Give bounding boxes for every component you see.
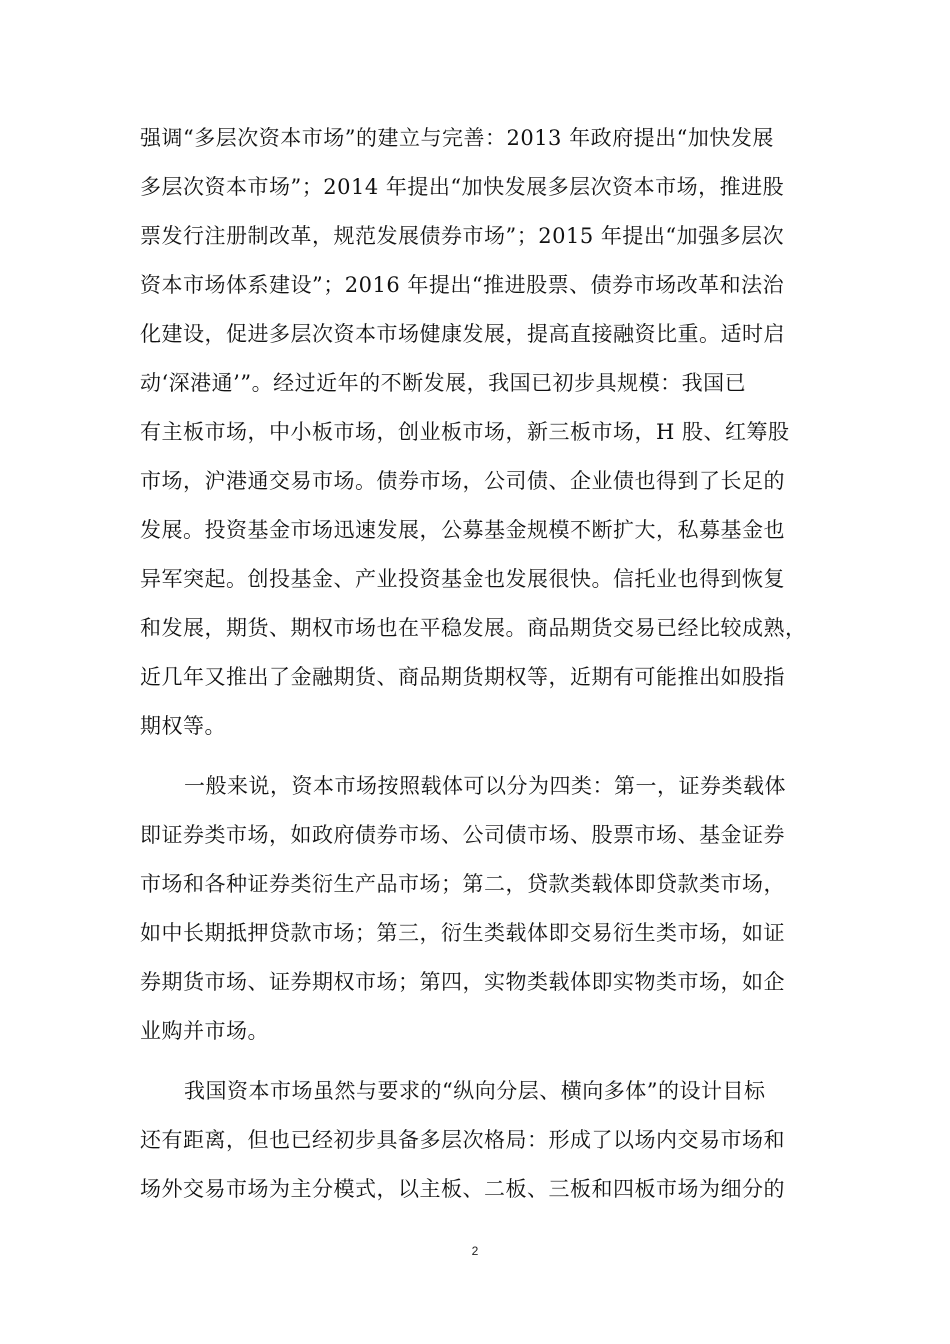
text-line: 和发展，期货、期权市场也在平稳发展。商品期货交易已经比较成熟， [140,616,807,640]
text-line: 一般来说，资本市场按照载体可以分为四类：第一，证券类载体 [184,774,786,798]
text-line: 多层次资本市场”；2014 年提出“加快发展多层次资本市场，推进股 [140,175,785,199]
text-line: 还有距离，但也已经初步具备多层次格局：形成了以场内交易市场和 [140,1128,785,1152]
text-line: 强调“多层次资本市场”的建立与完善：2013 年政府提出“加快发展 [140,126,774,150]
text-line: 近几年又推出了金融期货、商品期货期权等，近期有可能推出如股指 [140,665,785,689]
text-line: 异军突起。创投基金、产业投资基金也发展很快。信托业也得到恢复 [140,567,785,591]
text-line: 市场，沪港通交易市场。债券市场，公司债、企业债也得到了长足的 [140,469,785,493]
text-line: 券期货市场、证券期权市场；第四，实物类载体即实物类市场，如企 [140,970,785,994]
page-number: 2 [471,1244,479,1258]
text-line: 市场和各种证券类衍生产品市场；第二，贷款类载体即贷款类市场， [140,872,785,896]
text-line: 期权等。 [140,714,226,738]
text-line: 资本市场体系建设”；2016 年提出“推进股票、债券市场改革和法治 [140,273,785,297]
text-line: 有主板市场，中小板市场，创业板市场，新三板市场，H 股、红筹股 [140,420,790,444]
text-line: 场外交易市场为主分模式，以主板、二板、三板和四板市场为细分的 [140,1177,785,1201]
text-line: 动‘深港通’”。经过近年的不断发展，我国已初步具规模：我国已 [140,371,747,395]
text-line: 我国资本市场虽然与要求的“纵向分层、横向多体”的设计目标 [184,1079,766,1103]
text-line: 发展。投资基金市场迅速发展，公募基金规模不断扩大，私募基金也 [140,518,785,542]
text-line: 票发行注册制改革，规范发展债券市场”；2015 年提出“加强多层次 [140,224,785,248]
text-line: 化建设，促进多层次资本市场健康发展，提高直接融资比重。适时启 [140,322,785,346]
text-line: 业购并市场。 [140,1019,269,1043]
text-line: 即证券类市场，如政府债券市场、公司债市场、股票市场、基金证券 [140,823,785,847]
text-line: 如中长期抵押贷款市场；第三，衍生类载体即交易衍生类市场，如证 [140,921,785,945]
